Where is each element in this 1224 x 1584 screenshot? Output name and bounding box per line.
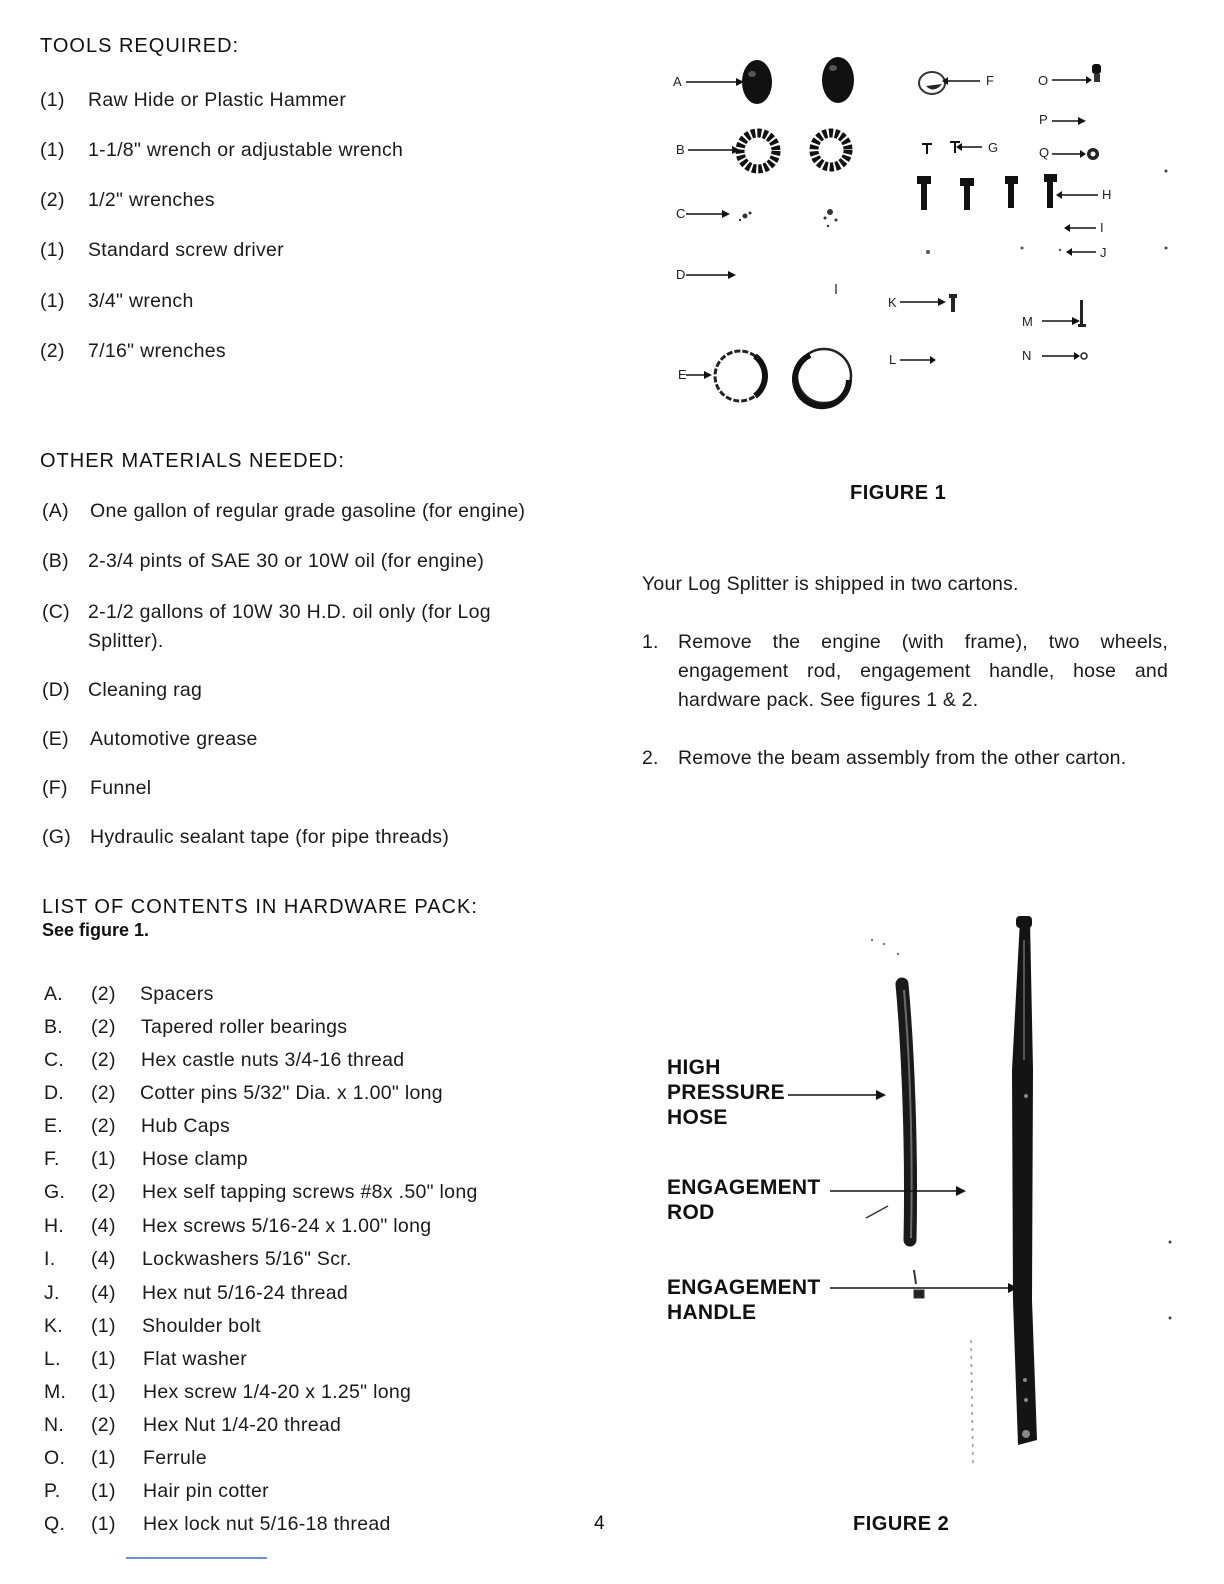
- figure-1-label-g: G: [988, 140, 999, 155]
- figure-1-label-i: I: [1100, 220, 1104, 235]
- figure-2-caption: FIGURE 2: [853, 1513, 950, 1535]
- shoulder-bolt-part: [900, 294, 957, 312]
- page-number: 4: [594, 1513, 605, 1534]
- hex-nut-small-part: [1042, 352, 1087, 360]
- hose-clamp-part: [919, 72, 980, 94]
- self-tapping-screw-part: [922, 142, 982, 154]
- materials-heading: OTHER MATERIALS NEEDED:: [40, 450, 345, 472]
- figure-1-label-e: E: [678, 367, 687, 382]
- high-pressure-hose-label: HIGH PRESSURE HOSE: [667, 1056, 785, 1129]
- bearing-part: [688, 133, 848, 169]
- figure-1-label-m: M: [1022, 314, 1033, 329]
- engagement-rod-part: [866, 1206, 973, 1464]
- hex-nut-part: [926, 247, 1096, 257]
- spacer-part: [686, 57, 854, 104]
- engagement-handle-label: ENGAGEMENT HANDLE: [667, 1276, 821, 1324]
- figure-1-label-k: K: [888, 295, 897, 310]
- figure-1-label-b: B: [676, 142, 685, 157]
- cotter-pin-part: [686, 271, 836, 294]
- figure-1-label-f: F: [986, 73, 994, 88]
- hub-cap-part: [686, 349, 851, 406]
- flat-washer-part: [900, 356, 936, 364]
- label-arrows: [788, 1090, 1018, 1293]
- ferrule-part: [1052, 64, 1101, 84]
- step-1: 1. Remove the engine (with frame), two wheels, engagement rod, engagement handle, hose and hardware pack. See figures 1 & 2.: [642, 631, 1168, 711]
- figure-1-caption: FIGURE 1: [850, 482, 947, 504]
- figure-1-label-o: O: [1038, 73, 1049, 88]
- figure-1-label-l: L: [889, 352, 897, 367]
- figure-1-label-a: A: [673, 74, 682, 89]
- figure-1-illustration: [660, 50, 1180, 420]
- hex-screw-small-part: [1042, 300, 1086, 327]
- shipping-intro: Your Log Splitter is shipped in two cartons.: [642, 573, 1019, 595]
- figure-1-label-q: Q: [1039, 145, 1050, 160]
- engagement-rod-label: ENGAGEMENT ROD: [667, 1176, 821, 1224]
- figure-1-label-n: N: [1022, 348, 1032, 363]
- hair-pin-part: [1052, 117, 1086, 125]
- hardware-heading: LIST OF CONTENTS IN HARDWARE PACK:: [42, 896, 478, 918]
- figure-1-label-c: C: [676, 206, 686, 221]
- figure-1-label-d: D: [676, 267, 686, 282]
- step-2: 2. Remove the beam assembly from the other carton.: [642, 747, 1127, 769]
- engagement-handle-part: [1012, 916, 1037, 1445]
- lockwasher-part: [1064, 224, 1096, 232]
- castle-nut-part: [686, 209, 838, 227]
- figure-1-label-h: H: [1102, 187, 1112, 202]
- hardware-subheading: See figure 1.: [42, 920, 150, 940]
- figure-1-label-p: P: [1039, 112, 1048, 127]
- hex-screw-part: [917, 174, 1098, 210]
- tools-heading: TOOLS REQUIRED:: [40, 35, 240, 57]
- high-pressure-hose-part: [871, 939, 912, 1240]
- lock-nut-part: [1052, 148, 1099, 160]
- footer-rule: [126, 1557, 267, 1559]
- figure-1-label-j: J: [1100, 245, 1107, 260]
